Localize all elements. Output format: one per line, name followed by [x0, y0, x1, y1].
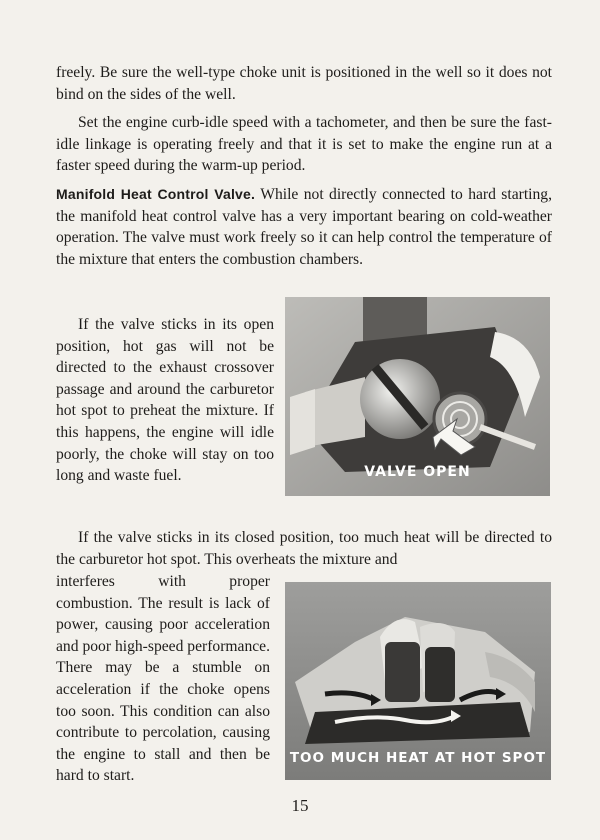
- paragraph-valve-open: If the valve sticks in its open position, hot gas will not be directed to the exhaust crossover passage and around the carburetor hot spot to preheat the mixture. If this happens, the engine will idle poorly, the choke will stay on too long and waste fuel.: [56, 316, 274, 485]
- hot-spot-figure: [285, 582, 551, 780]
- section-heading: Manifold Heat Control Valve.: [56, 186, 256, 202]
- paragraph-manifold-heat-body: While not directly connected to hard starting, the manifold heat control valve has a very important bearing on cold-weather operation. The valve must work freely so it can help control the temperature of the mixture that enters the combustion chambers.: [56, 186, 552, 268]
- valve-open-figure: [285, 297, 550, 496]
- hot-spot-caption: TOO MUCH HEAT AT HOT SPOT: [289, 750, 547, 766]
- paragraph-idle-speed: Set the engine curb-idle speed with a tachometer, and then be sure the fast-idle linkage is operating freely and that it is set to make the engine run at a faster speed during the warm-up period.: [56, 114, 552, 174]
- valve-open-caption: VALVE OPEN: [364, 464, 471, 480]
- paragraph-choke-unit: freely. Be sure the well-type choke unit is positioned in the well so it does not bind on the sides of the well.: [56, 64, 552, 103]
- paragraph-manifold-heat: [56, 184, 552, 270]
- page-number: 15: [291, 796, 309, 815]
- paragraph-valve-closed-rest: interferes with proper combustion. The result is lack of power, causing poor acceleration and poor high-speed performance. There may be a stumble on acceleration if the choke opens too soon. This condition can also contribute to percolation, causing the engine to stall and then be hard to start.: [56, 573, 270, 785]
- paragraph-valve-closed-lead: If the valve sticks in its closed position, too much heat will be directed to the carburetor hot spot. This overheats the mixture and: [56, 529, 552, 568]
